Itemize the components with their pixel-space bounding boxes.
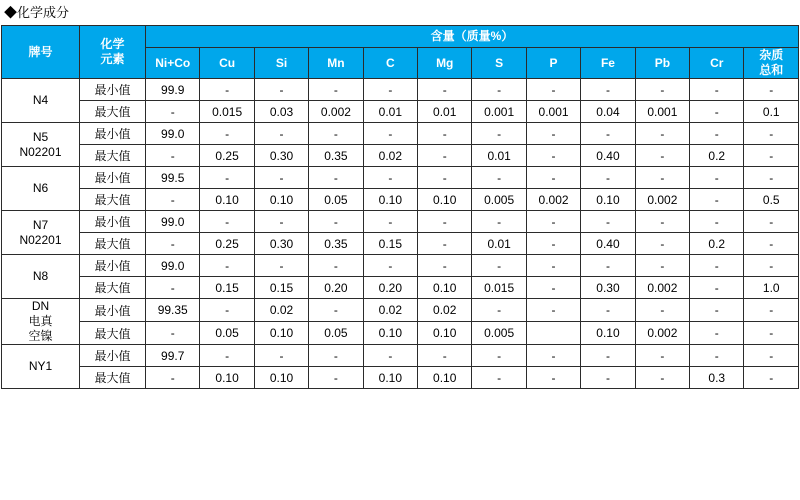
cell-max-value: 0.10 — [254, 189, 308, 211]
cell-min-value: 0.02 — [418, 299, 472, 322]
cell-min-value: - — [363, 123, 417, 145]
cell-brand-line: NY1 — [28, 359, 53, 373]
cell-min-value: - — [690, 123, 744, 145]
cell-min-value: - — [254, 79, 308, 101]
cell-min-value: - — [526, 167, 580, 189]
cell-min-label: 最小值 — [80, 345, 146, 367]
cell-min-value: - — [309, 123, 363, 145]
cell-max-value: 0.10 — [418, 367, 472, 389]
cell-min-value: - — [690, 299, 744, 322]
header-impurity-line1: 杂质 — [759, 48, 784, 62]
cell-max-value: - — [418, 145, 472, 167]
cell-min-value: - — [418, 255, 472, 277]
cell-brand-line: DN — [31, 299, 50, 313]
table-row — [2, 345, 799, 367]
cell-max-value: 0.10 — [200, 367, 254, 389]
cell-max-value: 0.15 — [254, 277, 308, 299]
cell-max-value: 0.40 — [581, 145, 635, 167]
table-row — [2, 145, 799, 167]
header-col-cu: Cu — [200, 48, 254, 79]
cell-max-value: - — [690, 189, 744, 211]
cell-min-value: - — [635, 255, 689, 277]
header-col-s: S — [472, 48, 526, 79]
cell-min-value: - — [635, 211, 689, 233]
cell-min-value: - — [309, 299, 363, 322]
cell-min-value: - — [309, 79, 363, 101]
cell-max-value: 0.01 — [472, 145, 526, 167]
cell-min-label: 最小值 — [80, 167, 146, 189]
cell-min-value: - — [690, 211, 744, 233]
cell-max-value: 0.005 — [472, 189, 526, 211]
cell-min-value: - — [309, 211, 363, 233]
cell-min-value: - — [581, 79, 635, 101]
cell-max-value: 0.2 — [690, 233, 744, 255]
cell-max-value: - — [526, 277, 580, 299]
cell-brand-line: N02201 — [19, 144, 62, 159]
cell-max-value: 0.10 — [200, 189, 254, 211]
cell-brand-line: 空镍 — [28, 329, 53, 343]
cell-max-label: 最大值 — [80, 367, 146, 389]
cell-max-value: 0.3 — [690, 367, 744, 389]
cell-max-value: 0.15 — [200, 277, 254, 299]
cell-brand — [2, 79, 80, 123]
cell-max-value: 0.01 — [418, 101, 472, 123]
cell-brand — [2, 167, 80, 211]
cell-min-value: - — [418, 79, 472, 101]
cell-min-value: - — [418, 211, 472, 233]
cell-max-value: - — [635, 367, 689, 389]
table-row — [2, 123, 799, 145]
cell-min-value: - — [472, 123, 526, 145]
table-body — [2, 79, 799, 389]
cell-brand-line: N02201 — [19, 232, 62, 247]
cell-brand — [2, 255, 80, 299]
cell-min-value: - — [200, 123, 254, 145]
cell-max-value: - — [690, 277, 744, 299]
header-row-group — [2, 26, 799, 48]
header-col-impurity-total — [744, 48, 799, 79]
cell-min-value: - — [526, 345, 580, 367]
cell-max-value: - — [635, 233, 689, 255]
cell-max-value: 0.10 — [418, 189, 472, 211]
cell-max-value: 0.001 — [635, 101, 689, 123]
cell-min-label: 最小值 — [80, 123, 146, 145]
cell-max-label: 最大值 — [80, 145, 146, 167]
cell-brand-line: N6 — [32, 181, 49, 195]
cell-max-value: - — [526, 145, 580, 167]
cell-min-value: - — [635, 167, 689, 189]
cell-min-value: - — [254, 255, 308, 277]
cell-min-value: - — [254, 211, 308, 233]
cell-min-value: - — [254, 123, 308, 145]
cell-min-label: 最小值 — [80, 255, 146, 277]
cell-max-value: 0.30 — [254, 145, 308, 167]
header-col-nico: Ni+Co — [146, 48, 200, 79]
cell-max-label: 最大值 — [80, 189, 146, 211]
cell-min-value: - — [200, 345, 254, 367]
cell-max-value: 0.015 — [200, 101, 254, 123]
cell-min-value: - — [200, 211, 254, 233]
cell-max-value: 0.35 — [309, 145, 363, 167]
cell-max-label: 最大值 — [80, 277, 146, 299]
cell-min-value: - — [472, 299, 526, 322]
cell-min-value: 99.0 — [146, 255, 200, 277]
cell-max-value — [526, 322, 580, 345]
cell-max-value: 0.15 — [363, 233, 417, 255]
cell-min-value: - — [200, 167, 254, 189]
cell-max-value: - — [744, 367, 799, 389]
cell-min-value: - — [418, 123, 472, 145]
cell-min-value: - — [690, 255, 744, 277]
cell-max-value: 0.05 — [309, 189, 363, 211]
cell-max-value: - — [472, 367, 526, 389]
cell-max-value: 0.03 — [254, 101, 308, 123]
cell-max-value: - — [744, 233, 799, 255]
cell-max-label: 最大值 — [80, 322, 146, 345]
cell-max-value: 0.002 — [309, 101, 363, 123]
header-col-p: P — [526, 48, 580, 79]
cell-min-value: - — [744, 299, 799, 322]
header-chemical-element-line1: 化学 — [100, 37, 125, 51]
cell-min-value: - — [472, 255, 526, 277]
cell-max-value: 0.01 — [472, 233, 526, 255]
header-col-mg: Mg — [418, 48, 472, 79]
cell-max-value: - — [526, 233, 580, 255]
cell-max-value: 1.0 — [744, 277, 799, 299]
cell-min-value: 99.0 — [146, 211, 200, 233]
cell-max-value: - — [526, 367, 580, 389]
cell-min-value: - — [200, 255, 254, 277]
header-col-cr: Cr — [690, 48, 744, 79]
cell-brand-line: N8 — [32, 269, 49, 283]
cell-min-value: 99.7 — [146, 345, 200, 367]
cell-min-label: 最小值 — [80, 79, 146, 101]
cell-max-value: - — [146, 233, 200, 255]
table-header — [2, 26, 799, 79]
cell-brand — [2, 123, 80, 167]
cell-max-value: 0.40 — [581, 233, 635, 255]
table-row — [2, 233, 799, 255]
cell-min-value: - — [744, 211, 799, 233]
cell-max-value: 0.25 — [200, 233, 254, 255]
cell-min-value: - — [526, 211, 580, 233]
cell-min-value: - — [581, 123, 635, 145]
cell-min-value: - — [526, 299, 580, 322]
cell-brand-line: N5 — [32, 129, 49, 144]
header-col-mn: Mn — [309, 48, 363, 79]
header-col-c: C — [363, 48, 417, 79]
cell-min-value: - — [690, 345, 744, 367]
cell-max-value: 0.10 — [581, 189, 635, 211]
cell-min-value: - — [254, 167, 308, 189]
cell-min-label: 最小值 — [80, 211, 146, 233]
cell-min-value: - — [581, 299, 635, 322]
cell-min-value: - — [581, 211, 635, 233]
cell-min-value: - — [363, 255, 417, 277]
cell-min-value: - — [472, 79, 526, 101]
cell-min-value: 99.35 — [146, 299, 200, 322]
cell-max-value: 0.30 — [254, 233, 308, 255]
header-chemical-element-line2: 元素 — [100, 52, 125, 66]
header-col-pb: Pb — [635, 48, 689, 79]
cell-max-value: 0.5 — [744, 189, 799, 211]
table-row — [2, 211, 799, 233]
cell-max-value: 0.002 — [635, 277, 689, 299]
cell-max-value: 0.005 — [472, 322, 526, 345]
cell-brand — [2, 345, 80, 389]
cell-min-value: - — [363, 79, 417, 101]
cell-max-value: - — [146, 322, 200, 345]
cell-min-value: - — [526, 79, 580, 101]
cell-min-value: - — [635, 123, 689, 145]
cell-max-label: 最大值 — [80, 101, 146, 123]
cell-min-value: - — [472, 345, 526, 367]
header-impurity-line2: 总和 — [759, 63, 784, 77]
table-row — [2, 255, 799, 277]
cell-max-value: - — [146, 189, 200, 211]
cell-min-value: - — [418, 167, 472, 189]
cell-max-value: 0.20 — [363, 277, 417, 299]
cell-max-value: - — [146, 145, 200, 167]
table-row — [2, 322, 799, 345]
cell-brand-line: N7 — [32, 217, 49, 232]
cell-max-value: - — [635, 145, 689, 167]
cell-max-value: 0.001 — [526, 101, 580, 123]
cell-max-value: - — [146, 277, 200, 299]
header-brand: 牌号 — [2, 26, 80, 79]
table-row — [2, 79, 799, 101]
cell-min-label: 最小值 — [80, 299, 146, 322]
cell-max-value: - — [146, 367, 200, 389]
cell-min-value: - — [200, 299, 254, 322]
cell-min-value: - — [635, 345, 689, 367]
cell-max-value: - — [581, 367, 635, 389]
cell-min-value: - — [581, 255, 635, 277]
cell-min-value: - — [472, 167, 526, 189]
cell-min-value: 0.02 — [363, 299, 417, 322]
cell-max-value: - — [690, 101, 744, 123]
cell-brand-line: 电真 — [28, 314, 53, 328]
cell-min-value: - — [309, 255, 363, 277]
table-row — [2, 277, 799, 299]
cell-max-value: - — [744, 322, 799, 345]
cell-brand — [2, 299, 80, 345]
cell-min-value: - — [744, 255, 799, 277]
header-chemical-element — [80, 26, 146, 79]
cell-max-value: 0.10 — [254, 322, 308, 345]
table-row — [2, 189, 799, 211]
cell-max-value: - — [744, 145, 799, 167]
table-row — [2, 101, 799, 123]
cell-min-value: - — [418, 345, 472, 367]
chemical-composition-table — [1, 25, 799, 389]
cell-min-value: - — [200, 79, 254, 101]
cell-max-value: 0.25 — [200, 145, 254, 167]
cell-max-value: 0.30 — [581, 277, 635, 299]
cell-min-value: - — [363, 167, 417, 189]
cell-max-value: 0.10 — [254, 367, 308, 389]
cell-max-value: 0.10 — [581, 322, 635, 345]
cell-max-value: 0.015 — [472, 277, 526, 299]
cell-max-value: 0.002 — [526, 189, 580, 211]
cell-min-value: - — [635, 79, 689, 101]
cell-max-value: 0.20 — [309, 277, 363, 299]
cell-max-value: 0.2 — [690, 145, 744, 167]
cell-min-value: 0.02 — [254, 299, 308, 322]
table-row — [2, 367, 799, 389]
cell-max-value: 0.10 — [363, 322, 417, 345]
cell-brand-line: N4 — [32, 93, 49, 107]
cell-max-value: 0.35 — [309, 233, 363, 255]
cell-min-value: - — [309, 167, 363, 189]
cell-max-value: 0.01 — [363, 101, 417, 123]
cell-max-value: - — [309, 367, 363, 389]
cell-min-value: - — [309, 345, 363, 367]
cell-min-value: - — [363, 345, 417, 367]
cell-min-value: 99.5 — [146, 167, 200, 189]
cell-max-value: 0.10 — [363, 367, 417, 389]
cell-max-value: 0.10 — [418, 277, 472, 299]
cell-min-value: - — [526, 123, 580, 145]
cell-min-value: - — [635, 299, 689, 322]
cell-max-value: 0.10 — [363, 189, 417, 211]
cell-min-value: - — [690, 79, 744, 101]
header-content-group: 含量（质量%） — [146, 26, 799, 48]
cell-max-value: 0.002 — [635, 322, 689, 345]
cell-min-value: - — [581, 345, 635, 367]
cell-min-value: - — [744, 167, 799, 189]
cell-min-value: - — [690, 167, 744, 189]
cell-max-value: 0.05 — [309, 322, 363, 345]
cell-brand — [2, 211, 80, 255]
cell-max-value: 0.1 — [744, 101, 799, 123]
cell-max-value: 0.02 — [363, 145, 417, 167]
header-col-si: Si — [254, 48, 308, 79]
cell-max-value: 0.05 — [200, 322, 254, 345]
cell-min-value: - — [581, 167, 635, 189]
table-row — [2, 299, 799, 322]
cell-min-value: 99.0 — [146, 123, 200, 145]
cell-max-label: 最大值 — [80, 233, 146, 255]
table-row — [2, 167, 799, 189]
cell-min-value: - — [254, 345, 308, 367]
cell-min-value: - — [472, 211, 526, 233]
cell-min-value: - — [363, 211, 417, 233]
header-col-fe: Fe — [581, 48, 635, 79]
cell-min-value: - — [744, 123, 799, 145]
cell-max-value: 0.002 — [635, 189, 689, 211]
cell-max-value: - — [146, 101, 200, 123]
cell-max-value: 0.10 — [418, 322, 472, 345]
cell-min-value: - — [744, 345, 799, 367]
cell-max-value: 0.001 — [472, 101, 526, 123]
cell-min-value: 99.9 — [146, 79, 200, 101]
cell-max-value: - — [418, 233, 472, 255]
cell-max-value: - — [690, 322, 744, 345]
cell-min-value: - — [526, 255, 580, 277]
cell-min-value: - — [744, 79, 799, 101]
cell-max-value: 0.04 — [581, 101, 635, 123]
section-caption: ◆化学成分 — [4, 5, 70, 20]
